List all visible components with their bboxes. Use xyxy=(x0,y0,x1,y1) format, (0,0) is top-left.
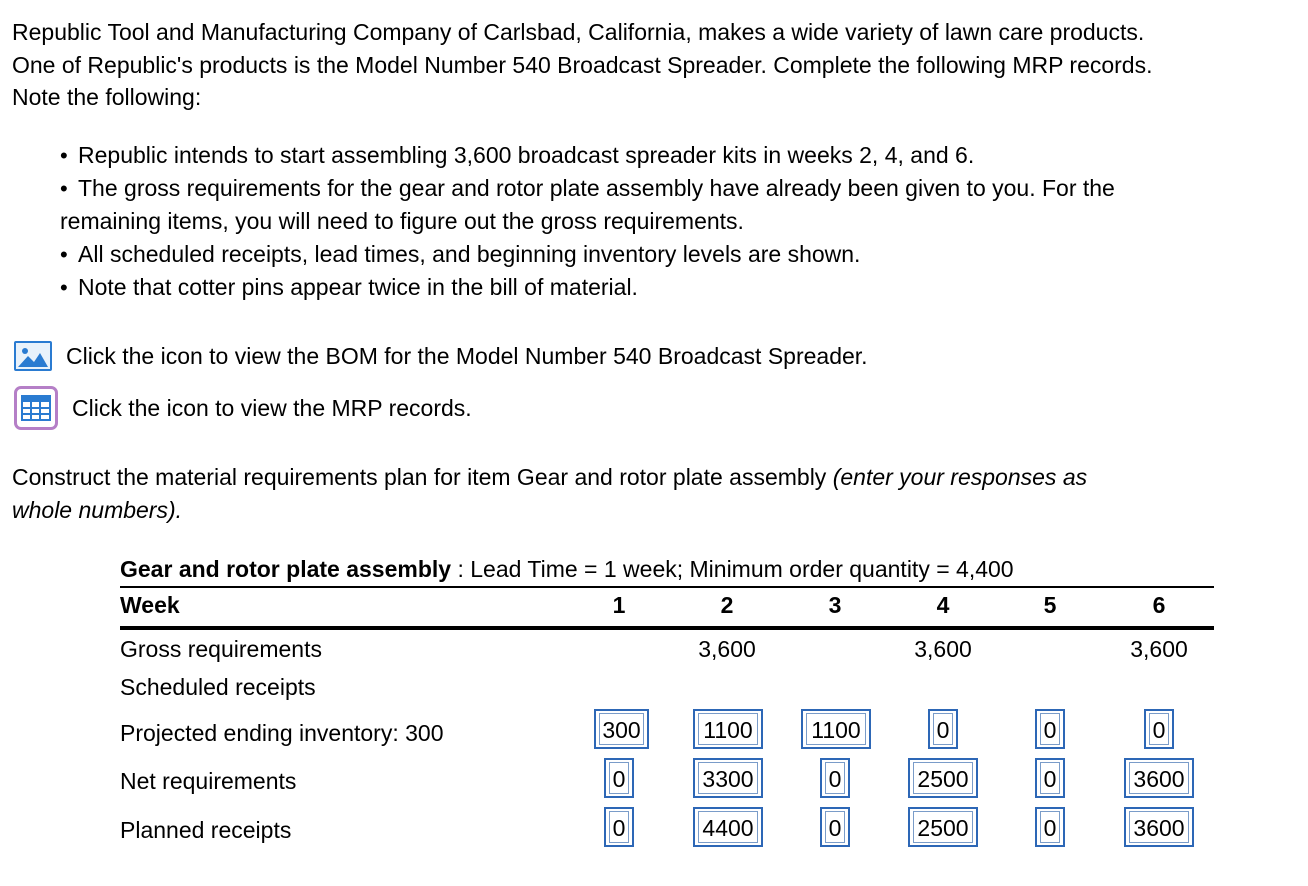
note-text: remaining items, you will need to figure out the gross requirements. xyxy=(60,208,744,234)
planned-receipts-input[interactable] xyxy=(693,807,763,847)
instruction-text xyxy=(12,461,1272,526)
row-label: Scheduled receipts xyxy=(120,674,316,700)
input-value: 0 xyxy=(609,811,629,843)
list-item xyxy=(60,139,1290,172)
bullet-icon: • xyxy=(60,242,68,267)
week-header-row xyxy=(120,588,1214,630)
gross-value: 3,600 xyxy=(1130,636,1188,662)
gross-value: 3,600 xyxy=(698,636,756,662)
week-number: 6 xyxy=(1152,592,1166,618)
week-number: 1 xyxy=(612,592,626,618)
list-item xyxy=(60,271,1290,304)
intro-line: Republic Tool and Manufacturing Company of Carlsbad, California, makes a wide variety of lawn care products. xyxy=(12,19,1145,45)
planned-receipts-input[interactable] xyxy=(1035,807,1065,847)
mrp-link-text: Click the icon to view the MRP records. xyxy=(72,394,472,421)
row-label: Planned receipts xyxy=(120,817,292,843)
intro-line: One of Republic's products is the Model Number 540 Broadcast Spreader. Complete the following MRP records. xyxy=(12,51,1153,78)
planned-receipts-row xyxy=(120,803,1214,852)
week-number: 2 xyxy=(720,592,734,618)
projected-inventory-input[interactable] xyxy=(693,709,763,749)
note-text: All scheduled receipts, lead times, and beginning inventory levels are shown. xyxy=(78,241,861,267)
item-params: : Lead Time = 1 week; Minimum order quantity = 4,400 xyxy=(451,556,1014,582)
input-value: 1100 xyxy=(698,713,758,745)
week-number: 5 xyxy=(1043,592,1057,618)
planned-receipts-input[interactable] xyxy=(1124,807,1194,847)
notes-list xyxy=(60,139,1290,304)
row-label: Net requirements xyxy=(120,768,297,794)
mrp-table-title xyxy=(120,552,1214,588)
input-value: 0 xyxy=(933,713,953,745)
projected-inventory-input[interactable] xyxy=(1035,709,1065,749)
table-icon[interactable] xyxy=(14,386,58,430)
bom-link-text: Click the icon to view the BOM for the Model Number 540 Broadcast Spreader. xyxy=(66,342,868,369)
net-requirements-input[interactable] xyxy=(604,758,634,798)
image-icon[interactable] xyxy=(14,341,52,371)
projected-inventory-input[interactable] xyxy=(801,709,871,749)
row-label: Projected ending inventory: 300 xyxy=(120,720,444,746)
input-value: 0 xyxy=(1040,762,1060,794)
net-requirements-input[interactable] xyxy=(820,758,850,798)
week-label: Week xyxy=(120,592,180,618)
input-value: 300 xyxy=(599,713,644,745)
projected-inventory-input[interactable] xyxy=(1144,709,1174,749)
net-requirements-row xyxy=(120,754,1214,803)
instruction-main: Construct the material requirements plan for item Gear and rotor plate assembly xyxy=(12,464,833,490)
input-value: 3300 xyxy=(698,762,758,794)
bullet-icon: • xyxy=(60,176,68,201)
planned-receipts-input[interactable] xyxy=(604,807,634,847)
instruction-italic: whole numbers). xyxy=(12,496,183,523)
input-value: 0 xyxy=(1040,811,1060,843)
projected-inventory-input[interactable] xyxy=(928,709,958,749)
week-number: 4 xyxy=(936,592,950,618)
item-name: Gear and rotor plate assembly xyxy=(120,556,452,582)
input-value: 0 xyxy=(1040,713,1060,745)
note-text: The gross requirements for the gear and rotor plate assembly have already been given to you. For the xyxy=(78,175,1115,201)
bom-link-row xyxy=(14,336,868,376)
problem-intro xyxy=(12,16,1302,114)
gross-value: 3,600 xyxy=(914,636,972,662)
instruction-italic: (enter your responses as xyxy=(832,464,1088,490)
input-value: 0 xyxy=(1149,713,1169,745)
net-requirements-input[interactable] xyxy=(908,758,978,798)
list-item xyxy=(60,238,1290,271)
input-value: 3600 xyxy=(1129,811,1189,843)
input-value: 3600 xyxy=(1129,762,1189,794)
mrp-table xyxy=(120,552,1214,852)
input-value: 0 xyxy=(825,762,845,794)
bullet-icon: • xyxy=(60,275,68,300)
net-requirements-input[interactable] xyxy=(693,758,763,798)
planned-receipts-input[interactable] xyxy=(820,807,850,847)
net-requirements-input[interactable] xyxy=(1035,758,1065,798)
net-requirements-input[interactable] xyxy=(1124,758,1194,798)
bullet-icon: • xyxy=(60,143,68,168)
week-number: 3 xyxy=(828,592,842,618)
note-text: Note that cotter pins appear twice in the bill of material. xyxy=(78,274,638,300)
row-label: Gross requirements xyxy=(120,636,322,662)
input-value: 4400 xyxy=(698,811,758,843)
gross-requirements-row xyxy=(120,630,1214,668)
intro-line: Note the following: xyxy=(12,84,202,110)
planned-receipts-input[interactable] xyxy=(908,807,978,847)
projected-inventory-input[interactable] xyxy=(594,709,649,749)
list-item-continued xyxy=(60,205,1290,238)
scheduled-receipts-row xyxy=(120,668,1214,704)
projected-inventory-row xyxy=(120,704,1214,754)
note-text: Republic intends to start assembling 3,600 broadcast spreader kits in weeks 2, 4, and 6. xyxy=(78,142,975,168)
input-value: 0 xyxy=(825,811,845,843)
list-item xyxy=(60,172,1290,205)
input-value: 2500 xyxy=(913,762,973,794)
input-value: 0 xyxy=(609,762,629,794)
mrp-link-row xyxy=(14,388,472,428)
input-value: 2500 xyxy=(913,811,973,843)
input-value: 1100 xyxy=(806,713,866,745)
